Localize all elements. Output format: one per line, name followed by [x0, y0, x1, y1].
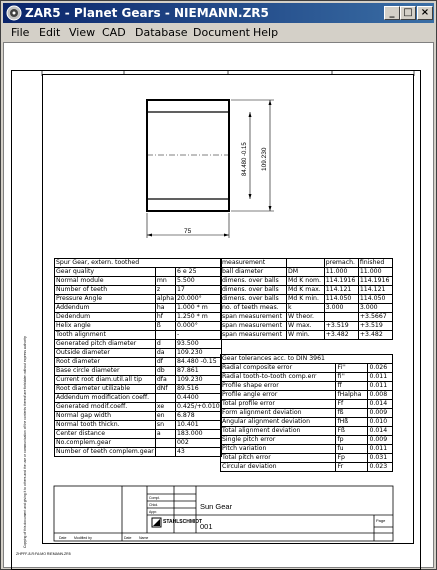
menu-edit[interactable]: Edit: [39, 26, 61, 39]
bottom-label-date2: Date: [124, 536, 132, 540]
gear-table-cell: 6.878: [176, 412, 222, 421]
gear-table-cell: -: [176, 331, 222, 340]
tolerance-table-cell: fß: [336, 409, 368, 418]
menu-help[interactable]: Help: [253, 26, 279, 39]
measurement-table-cell: 114.121: [358, 286, 392, 295]
tolerance-table-cell: Pitch variation: [221, 445, 336, 454]
tolerance-table-cell: 0.026: [368, 364, 393, 373]
gear-app-icon: [6, 5, 22, 21]
measurement-table-cell: span measurement: [221, 313, 287, 322]
tolerance-table-cell: Total alignment deviation: [221, 427, 336, 436]
gear-table-cell: en: [155, 412, 175, 421]
gear-table-cell: Center distance: [55, 430, 156, 439]
drawing-number: 001: [200, 522, 213, 531]
measurement-header: measurement: [221, 259, 287, 268]
tolerance-table-cell: fi'': [336, 373, 368, 382]
tolerance-table-cell: 0.011: [368, 373, 393, 382]
gear-table-cell: Current root diam.util.all tip: [55, 376, 156, 385]
measurement-table-cell: 3.000: [358, 304, 392, 313]
measurement-header-finished: finished: [358, 259, 392, 268]
document-view[interactable]: [3, 42, 434, 568]
tolerance-table-cell: 0.014: [368, 427, 393, 436]
tolerance-table-cell: Total pitch error: [221, 454, 336, 463]
gear-table-cell: Number of teeth complem.gear: [56, 448, 154, 455]
gear-table-cell: 0.425/+0.010: [177, 403, 220, 410]
gear-table-cell: Tooth alignment: [55, 331, 156, 340]
row-chkd: Chkd.: [149, 503, 159, 507]
gear-table-cell: Root diameter utilizable: [55, 385, 156, 394]
measurement-table-cell: W max.: [287, 322, 325, 331]
measurement-table-cell: 114.050: [324, 295, 358, 304]
measurement-table-cell: +3.5667: [358, 313, 392, 322]
tolerance-table-cell: 0.014: [368, 400, 393, 409]
close-button[interactable]: ×: [417, 6, 433, 20]
side-legal-text: Copying of this document and giving it to others and the use or communication of the contents thereof are forbidden without express authority: [23, 336, 27, 548]
gear-table-cell: sn: [155, 421, 175, 430]
gear-table-cell: db: [155, 367, 175, 376]
gear-table-cell: Addendum modification coeff.: [55, 394, 156, 403]
tolerance-table-cell: 0.011: [368, 382, 393, 391]
gear-table-cell: Dedendum: [55, 313, 156, 322]
gear-table-cell: 5.500: [176, 277, 222, 286]
gear-table-cell: xe: [155, 403, 175, 412]
menu-database[interactable]: Database: [135, 26, 188, 39]
bottom-label-modified: Modified by: [74, 536, 92, 540]
gear-table-cell: Addendum: [55, 304, 156, 313]
gear-table-cell: 0.000°: [176, 322, 222, 331]
row-appr: Appr.: [149, 510, 158, 514]
gear-table-cell: Normal module: [55, 277, 156, 286]
measurement-table-cell: +3.482: [324, 331, 358, 340]
gear-table-cell: Generated pitch diameter: [55, 340, 156, 349]
gear-table-cell: Normal gap width: [55, 412, 156, 421]
measurement-table-cell: span measurement: [221, 322, 287, 331]
gear-table-cell: alpha: [156, 295, 174, 302]
gear-table-cell: 109.230: [176, 376, 222, 385]
tolerance-table-cell: 0.008: [368, 391, 393, 400]
gear-table-cell: No.complem.gear: [55, 439, 156, 448]
measurement-table-cell: dimens. over balls: [221, 295, 287, 304]
measurement-table-cell: dimens. over balls: [221, 286, 287, 295]
menu-file[interactable]: File: [11, 26, 30, 39]
gear-table-cell: Normal tooth thickn.: [55, 421, 156, 430]
gear-table-cell: Number of teeth: [55, 286, 156, 295]
tolerance-table-cell: 0.010: [368, 418, 393, 427]
gear-table-cell: Root diameter: [55, 358, 156, 367]
measurement-table-cell: +3.519: [358, 322, 392, 331]
gear-table-cell: Outside diameter: [55, 349, 156, 358]
measurement-table-cell: no. of teeth meas.: [221, 304, 287, 313]
gear-table-cell: Helix angle: [55, 322, 156, 331]
minimize-button[interactable]: _: [384, 6, 400, 20]
gear-table-cell: 93.500: [176, 340, 222, 349]
measurement-table-cell: Md K min.: [287, 295, 325, 304]
tolerance-table-cell: Radial tooth-to-tooth comp.err: [221, 373, 336, 382]
measurement-table-cell: 3.000: [324, 304, 358, 313]
gear-table-title: Spur Gear, extern. toothed: [55, 259, 222, 268]
tolerance-table-title: Gear tolerances acc. to DIN 3961: [221, 355, 393, 364]
tolerance-table-cell: 0.031: [368, 454, 393, 463]
tolerance-table-cell: ff: [336, 382, 368, 391]
measurement-table-cell: Md K nom.: [287, 277, 325, 286]
measurement-table-cell: +3.519: [324, 322, 358, 331]
bottom-label-name: Name: [139, 536, 149, 540]
title-bar[interactable]: [3, 3, 434, 23]
measurement-table-cell: span measurement: [221, 331, 287, 340]
gear-table-cell: 002: [176, 439, 222, 448]
gear-table-cell: a: [155, 430, 175, 439]
gear-table-cell: 84.480 -0.15: [176, 358, 222, 367]
tolerance-table-cell: Angular alignment deviation: [221, 418, 336, 427]
tolerance-table-cell: 0.011: [368, 445, 393, 454]
gear-table-cell: Base circle diameter: [55, 367, 156, 376]
gear-table-cell: 109.230: [176, 349, 222, 358]
measurement-table-cell: dimens. over balls: [221, 277, 287, 286]
tolerance-table-cell: 0.023: [368, 463, 393, 472]
tolerance-table-cell: Fi'': [336, 364, 368, 373]
tolerance-table-cell: Ff: [336, 400, 368, 409]
measurement-table-cell: 114.121: [324, 286, 358, 295]
tolerance-table-cell: Profile angle error: [221, 391, 336, 400]
tolerance-table-cell: Profile shape error: [221, 382, 336, 391]
gear-table-cell: ha: [155, 304, 175, 313]
row-compl: Compl.: [149, 496, 161, 500]
tolerance-table-cell: Fß: [336, 427, 368, 436]
measurement-table-cell: 114.1916: [324, 277, 358, 286]
measurement-header-premach: premach.: [324, 259, 358, 268]
gear-table-cell: 17: [176, 286, 222, 295]
dim-root-dia-label: 84.480 -0.15: [242, 142, 248, 176]
tolerance-table-cell: Single pitch error: [221, 436, 336, 445]
measurement-table-cell: 11.000: [324, 268, 358, 277]
measurement-table-cell: W min.: [287, 331, 325, 340]
measurement-table-cell: 114.1916: [358, 277, 392, 286]
gear-table-cell: d: [155, 340, 175, 349]
tolerance-table-cell: 0.009: [368, 436, 393, 445]
dim-outer-dia-label: 109.230: [261, 147, 268, 171]
dim-width-label: 75: [184, 228, 192, 235]
gear-table-cell: Generated modif.coeff.: [55, 403, 156, 412]
bottom-label-date: Date: [59, 536, 67, 540]
gear-table-cell: Gear quality: [55, 268, 156, 277]
gear-table-cell: df: [155, 358, 175, 367]
gear-table-cell: ß: [155, 322, 175, 331]
measurement-table-cell: ball diameter: [221, 268, 287, 277]
tolerance-table-cell: fu: [336, 445, 368, 454]
gear-table-cell: dfa: [155, 376, 175, 385]
gear-table-cell: 6 e 25: [176, 268, 222, 277]
gear-table-cell: Pressure Angle: [55, 295, 156, 304]
measurement-table-cell: 11.000: [358, 268, 392, 277]
gear-table-cell: 1.250 * m: [176, 313, 222, 322]
measurement-table-cell: 114.050: [358, 295, 392, 304]
tolerance-table-cell: Form alignment deviation: [221, 409, 336, 418]
footer-code: ZHPFF-8-R:FA:MO RIEMANN.ZR5: [16, 552, 71, 556]
tolerance-table-cell: Radial composite error: [221, 364, 336, 373]
title-block: [4, 43, 435, 569]
tolerance-table-cell: Fr: [336, 463, 368, 472]
tolerance-table-cell: fHß: [336, 418, 368, 427]
gear-table-cell: 183.000: [176, 430, 222, 439]
maximize-button[interactable]: □: [400, 6, 416, 20]
measurement-table-cell: Md K max.: [287, 286, 325, 295]
measurement-table-cell: W theor.: [287, 313, 325, 322]
company-name: STAHLSCHMIDT: [163, 519, 203, 525]
part-name: Sun Gear: [200, 502, 233, 511]
measurement-table-cell: +3.482: [358, 331, 392, 340]
gear-table-cell: 1.000 * m: [176, 304, 222, 313]
tolerance-table-cell: Fp: [336, 454, 368, 463]
window-title: ZAR5 - Planet Gears - NIEMANN.ZR5: [25, 6, 269, 20]
gear-table-cell: 0.4400: [176, 394, 222, 403]
page-label: Page: [376, 518, 386, 523]
gear-table-cell: da: [155, 349, 175, 358]
measurement-table-cell: DM: [287, 268, 325, 277]
gear-table-cell: 43: [176, 448, 222, 457]
gear-table-cell: z: [155, 286, 175, 295]
menu-bar: [3, 23, 434, 42]
menu-cad[interactable]: CAD: [102, 26, 126, 39]
menu-document[interactable]: Document: [193, 26, 250, 39]
gear-table-cell: 89.516: [176, 385, 222, 394]
tolerance-table-cell: Circular deviation: [221, 463, 336, 472]
gear-table-cell: 20.000°: [176, 295, 222, 304]
tolerance-table-cell: fHalpha: [336, 391, 368, 400]
gear-table-cell: 87.861: [176, 367, 222, 376]
gear-table-cell: dNf: [155, 385, 175, 394]
tolerance-table-cell: 0.009: [368, 409, 393, 418]
tolerance-table-cell: fp: [336, 436, 368, 445]
measurement-table-cell: k: [287, 304, 325, 313]
menu-view[interactable]: View: [69, 26, 96, 39]
gear-table-cell: 10.401: [176, 421, 222, 430]
gear-table-cell: mn: [155, 277, 175, 286]
tolerance-table-cell: Total profile error: [221, 400, 336, 409]
gear-table-cell: hf: [155, 313, 175, 322]
